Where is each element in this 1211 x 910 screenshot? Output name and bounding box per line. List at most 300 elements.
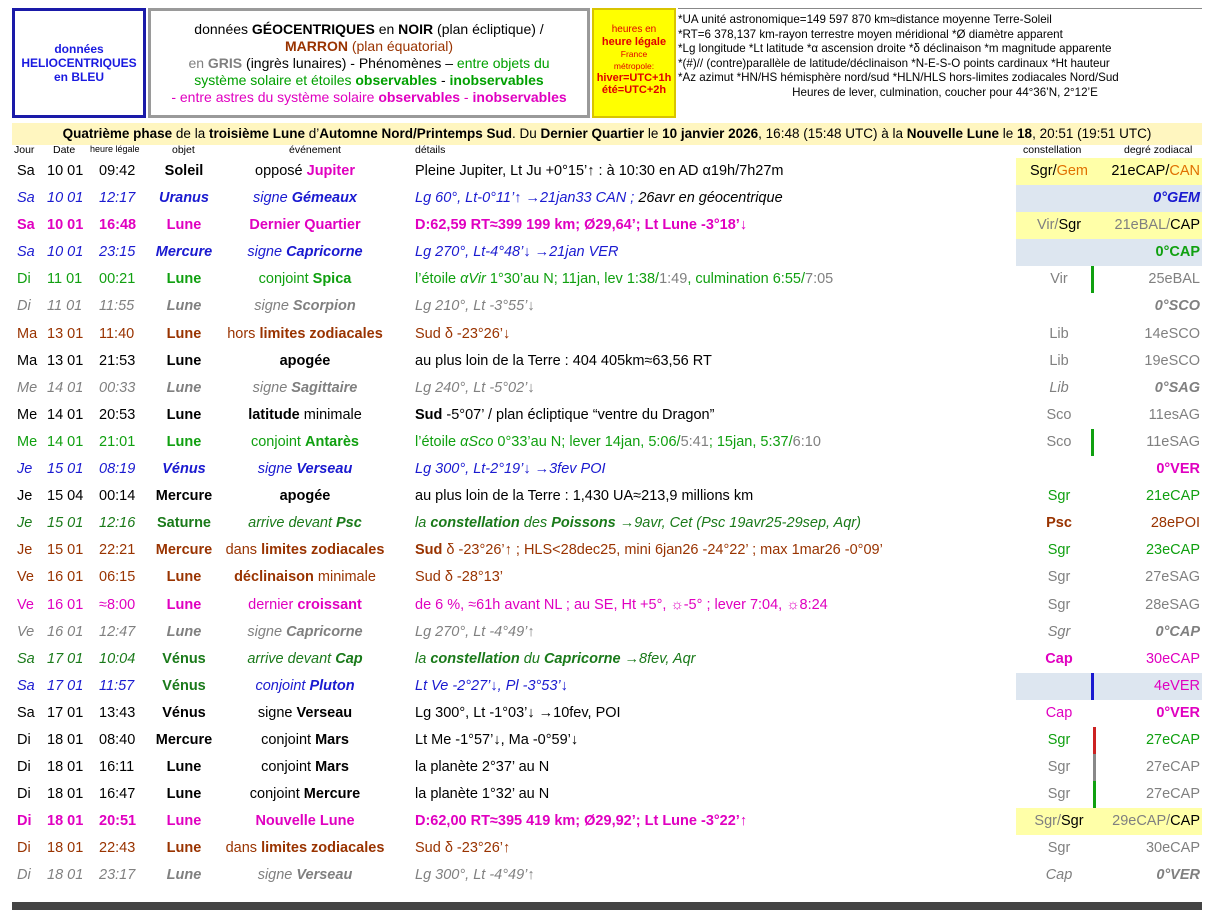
day-cell: Je bbox=[17, 488, 33, 505]
constellation-cell-segment: / bbox=[1054, 217, 1059, 234]
zodiac-degree-cell-segment: 23eCAP bbox=[1145, 542, 1200, 559]
zodiac-degree-cell bbox=[1102, 190, 1200, 206]
time-cell: 22:43 bbox=[99, 840, 136, 857]
geo-line-5 bbox=[151, 89, 587, 106]
event-cell-segment: conjoint bbox=[249, 786, 304, 803]
constellation-cell bbox=[1016, 353, 1102, 369]
event-cell bbox=[220, 163, 390, 179]
event-cell-segment: Gémeaux bbox=[291, 190, 357, 207]
zodiac-degree-cell-segment: 0°VER bbox=[1156, 461, 1200, 478]
details-cell bbox=[415, 624, 535, 640]
details-cell-segment: Poissons bbox=[551, 515, 616, 532]
day-cell: Ma bbox=[17, 325, 38, 342]
details-cell-segment: 7:05 bbox=[805, 271, 834, 288]
zodiac-degree-cell-segment: 11esAG bbox=[1148, 406, 1200, 423]
details-cell-segment: Sud δ -28°13’ bbox=[415, 569, 504, 586]
phase-text: de la bbox=[172, 126, 209, 141]
day-cell: Ma bbox=[17, 352, 38, 369]
event-cell bbox=[220, 732, 390, 748]
zodiac-degree-cell-segment: 27eCAP bbox=[1145, 786, 1200, 803]
constellation-cell bbox=[1016, 786, 1102, 802]
zodiac-degree-cell-segment: 0°SAG bbox=[1154, 379, 1200, 396]
day-cell: Di bbox=[17, 867, 31, 884]
constellation-cell-segment: Sgr bbox=[1061, 813, 1084, 830]
day-cell: Ve bbox=[17, 569, 34, 586]
table-row bbox=[0, 537, 1211, 564]
constellation-cell-segment: Sco bbox=[1046, 433, 1072, 450]
date-cell: 14 01 bbox=[47, 379, 84, 396]
day-cell: Di bbox=[17, 840, 31, 857]
day-cell: Sa bbox=[17, 217, 35, 234]
time-cell: 23:17 bbox=[99, 867, 136, 884]
definition-line: Heures de lever, culmination, coucher pour 44°36’N, 2°12’E bbox=[792, 85, 1098, 99]
zodiac-degree-cell-segment: 28ePOI bbox=[1150, 515, 1200, 532]
event-cell-segment: Nouvelle Lune bbox=[255, 813, 355, 830]
cell-bg bbox=[1016, 673, 1102, 700]
column-header-jour: Jour bbox=[14, 144, 35, 156]
event-cell bbox=[220, 813, 390, 829]
object-cell: Lune bbox=[166, 623, 202, 640]
object-cell: Lune bbox=[166, 867, 202, 884]
event-cell bbox=[220, 569, 390, 585]
constellation-cell bbox=[1016, 380, 1102, 396]
details-cell-segment: Lg 210°, Lt -3°55’↓ bbox=[415, 298, 535, 315]
zodiac-degree-cell bbox=[1102, 786, 1200, 802]
object-cell: Mercure bbox=[155, 244, 213, 261]
constellation-cell bbox=[1016, 597, 1102, 613]
table-row bbox=[0, 266, 1211, 293]
constellation-cell-segment: Sgr bbox=[1047, 840, 1071, 857]
helio-line: en BLEU bbox=[53, 70, 104, 84]
constellation-cell bbox=[1016, 651, 1102, 667]
event-cell bbox=[220, 678, 390, 694]
constellation-cell-segment: Sgr bbox=[1047, 596, 1071, 613]
constellation-cell bbox=[1016, 271, 1102, 287]
event-cell-segment: Psc bbox=[336, 515, 362, 532]
details-cell-segment: Sud bbox=[415, 406, 443, 423]
day-cell: Sa bbox=[17, 677, 35, 694]
details-cell-segment: αSco bbox=[460, 433, 494, 450]
zodiac-degree-cell bbox=[1102, 542, 1200, 558]
details-cell-segment: Sud bbox=[415, 542, 443, 559]
table-row bbox=[0, 348, 1211, 375]
helio-legend-box bbox=[12, 8, 146, 118]
details-cell bbox=[415, 732, 578, 748]
event-cell bbox=[220, 542, 390, 558]
zodiac-degree-cell bbox=[1102, 624, 1200, 640]
zodiac-degree-cell bbox=[1102, 597, 1200, 613]
event-cell-segment: Mars bbox=[315, 731, 349, 748]
column-header-constellation: constellation bbox=[1023, 144, 1082, 156]
day-cell: Sa bbox=[17, 190, 35, 207]
definition-line: *(#)// (contre)parallèle de latitude/déclinaison *N-E-S-O points cardinaux *Ht hauteur bbox=[678, 56, 1110, 70]
time-legend-line: heure légale bbox=[601, 36, 667, 48]
object-cell: Saturne bbox=[157, 515, 211, 532]
details-cell bbox=[415, 813, 747, 829]
constellation-cell-segment: Sgr bbox=[1058, 217, 1082, 234]
object-cell: Soleil bbox=[164, 163, 204, 179]
constellation-cell-segment: Lib bbox=[1049, 379, 1069, 396]
date-cell: 16 01 bbox=[47, 623, 84, 640]
object-cell: Mercure bbox=[155, 488, 213, 505]
day-cell: Di bbox=[17, 759, 31, 776]
event-cell-segment: hors bbox=[227, 325, 260, 342]
time-cell: 08:19 bbox=[99, 461, 136, 478]
details-cell-segment: Capricorne bbox=[543, 650, 621, 667]
day-cell: Je bbox=[17, 515, 33, 532]
time-cell: 11:40 bbox=[99, 325, 135, 342]
constellation-cell bbox=[1016, 569, 1102, 585]
time-cell: 16:11 bbox=[99, 759, 135, 776]
column-header-evenement: événement bbox=[289, 144, 341, 156]
object-cell: Lune bbox=[166, 271, 202, 288]
time-legend-line: été=UTC+2h bbox=[601, 84, 667, 96]
details-cell bbox=[415, 271, 833, 287]
day-cell: Me bbox=[17, 406, 38, 423]
zodiac-degree-cell-segment: 21eBAL bbox=[1114, 217, 1167, 234]
phase-text: , 16:48 (15:48 UTC) à la bbox=[758, 126, 907, 141]
helio-legend-text bbox=[21, 42, 136, 84]
event-cell-segment: Dernier Quartier bbox=[249, 217, 361, 234]
details-cell-segment: Lg 240°, Lt -5°02’↓ bbox=[415, 379, 535, 396]
definition-line: *Lg longitude *Lt latitude *α ascension droite *δ déclinaison *m magnitude apparente bbox=[678, 42, 1112, 55]
phase-text: troisième Lune bbox=[208, 126, 305, 141]
zodiac-degree-cell-segment: CAN bbox=[1169, 163, 1200, 179]
details-cell-segment: , culmination 6:55/ bbox=[687, 271, 805, 288]
object-cell: Lune bbox=[166, 786, 202, 803]
zodiac-degree-cell-segment: 21eCAP bbox=[1145, 488, 1200, 505]
table-row bbox=[0, 321, 1211, 348]
details-cell-segment: D:62,59 RT≈399 199 km; Ø29,64’; Lt Lune -3°18’↓ bbox=[415, 217, 748, 234]
event-cell-segment: Verseau bbox=[296, 461, 353, 478]
phase-text: d’ bbox=[304, 126, 320, 141]
zodiac-degree-cell-segment: 29eCAP bbox=[1112, 813, 1167, 830]
date-cell: 10 01 bbox=[47, 163, 84, 179]
object-cell: Lune bbox=[166, 596, 202, 613]
details-cell-segment: au plus loin de la Terre : 1,430 UA≈213,9 millions km bbox=[415, 488, 754, 505]
table-row bbox=[0, 862, 1211, 889]
event-cell-segment: Verseau bbox=[296, 704, 353, 721]
object-cell: Lune bbox=[166, 569, 202, 586]
details-cell-segment: au plus loin de la Terre : 404 405km≈63,56 RT bbox=[415, 352, 712, 369]
day-cell: Di bbox=[17, 731, 31, 748]
geo-text: inobservables bbox=[472, 89, 567, 105]
geo-text: (plan équatorial) bbox=[347, 38, 454, 54]
table-row bbox=[0, 158, 1211, 185]
event-cell-segment: croissant bbox=[297, 596, 362, 613]
event-cell bbox=[220, 597, 390, 613]
phase-text: 18 bbox=[1017, 126, 1033, 141]
column-header-date: Date bbox=[53, 144, 76, 156]
date-cell: 15 01 bbox=[47, 542, 84, 559]
constellation-cell-segment: Sco bbox=[1046, 406, 1072, 423]
zodiac-degree-cell-segment: 30eCAP bbox=[1145, 840, 1200, 857]
constellation-cell bbox=[1016, 407, 1102, 423]
details-cell-segment: Pleine Jupiter bbox=[415, 163, 503, 179]
details-cell bbox=[415, 326, 510, 342]
event-cell-segment: limites zodiacales bbox=[259, 325, 383, 342]
table-row bbox=[0, 402, 1211, 429]
object-cell: Lune bbox=[166, 759, 202, 776]
day-cell: Sa bbox=[17, 650, 35, 667]
time-cell: 12:16 bbox=[99, 515, 136, 532]
date-cell: 18 01 bbox=[47, 786, 84, 803]
date-cell: 17 01 bbox=[47, 650, 84, 667]
details-cell-segment: 5:41 bbox=[680, 433, 709, 450]
details-cell bbox=[415, 569, 503, 585]
object-cell: Lune bbox=[166, 379, 202, 396]
date-cell: 18 01 bbox=[47, 840, 84, 857]
details-cell bbox=[415, 597, 828, 613]
event-cell-segment: limites zodiacales bbox=[261, 840, 385, 857]
table-row bbox=[0, 483, 1211, 510]
object-cell: Lune bbox=[166, 406, 202, 423]
constellation-cell-segment: Cap bbox=[1045, 867, 1073, 884]
details-cell bbox=[415, 651, 695, 667]
details-cell bbox=[415, 461, 606, 477]
object-cell: Uranus bbox=[159, 190, 209, 207]
column-header-details: détails bbox=[415, 144, 446, 156]
date-cell: 18 01 bbox=[47, 867, 84, 884]
day-cell: Sa bbox=[17, 244, 35, 261]
date-cell: 18 01 bbox=[47, 731, 84, 748]
zodiac-degree-cell-segment: 4eVER bbox=[1154, 677, 1200, 694]
event-cell-segment: Cap bbox=[335, 650, 363, 667]
details-cell-segment: constellation bbox=[430, 650, 520, 667]
object-cell: Lune bbox=[166, 298, 202, 315]
phase-text: Nouvelle Lune bbox=[906, 126, 1000, 141]
event-cell-segment: signe bbox=[257, 867, 297, 884]
zodiac-degree-cell bbox=[1102, 705, 1200, 721]
constellation-cell-segment: Cap bbox=[1045, 650, 1073, 667]
day-cell: Sa bbox=[17, 704, 35, 721]
constellation-cell bbox=[1016, 867, 1102, 883]
event-cell-segment: dans bbox=[225, 840, 262, 857]
event-cell bbox=[220, 353, 390, 369]
time-cell: ≈8:00 bbox=[99, 596, 136, 613]
details-cell-segment: Sud δ -23°26’↓ bbox=[415, 325, 511, 342]
constellation-cell-segment: Sgr bbox=[1047, 542, 1071, 559]
table-row bbox=[0, 185, 1211, 212]
details-cell-segment: δ -23°26’↑ ; HLS<28dec25, mini 6jan26 -24°22’ ; max 1mar26 -0°09’ bbox=[442, 542, 883, 559]
constellation-cell-segment: Sgr bbox=[1029, 163, 1053, 179]
phase-text: Quatrième phase bbox=[62, 126, 173, 141]
details-cell-segment: →8fev, Aqr bbox=[620, 650, 696, 667]
table-row bbox=[0, 754, 1211, 781]
event-cell-segment: latitude bbox=[248, 406, 300, 423]
table-row bbox=[0, 239, 1211, 266]
constellation-cell-segment: Vir bbox=[1036, 217, 1055, 234]
day-cell: Di bbox=[17, 298, 31, 315]
zodiac-degree-cell bbox=[1102, 217, 1200, 233]
object-cell: Mercure bbox=[155, 731, 213, 748]
event-cell bbox=[220, 624, 390, 640]
geo-text: entre objets du bbox=[456, 55, 550, 71]
zodiac-degree-cell bbox=[1102, 867, 1200, 883]
date-cell: 15 01 bbox=[47, 515, 84, 532]
event-cell bbox=[220, 434, 390, 450]
constellation-cell bbox=[1016, 840, 1102, 856]
phase-text: le bbox=[999, 126, 1018, 141]
column-header-degre: degré zodiacal bbox=[1124, 144, 1193, 156]
zodiac-degree-cell bbox=[1102, 678, 1200, 694]
zodiac-degree-cell bbox=[1102, 298, 1200, 314]
event-cell bbox=[220, 380, 390, 396]
event-cell-segment: signe bbox=[247, 623, 287, 640]
date-cell: 10 01 bbox=[47, 190, 84, 207]
event-cell bbox=[220, 515, 390, 531]
constellation-cell-segment: Cap bbox=[1045, 704, 1073, 721]
table-row bbox=[0, 781, 1211, 808]
details-cell-segment: Lg 300°, Lt -1°03’↓ →10fev, POI bbox=[415, 704, 621, 721]
geo-text: MARRON bbox=[284, 38, 348, 54]
geo-text: inobservables bbox=[449, 72, 544, 88]
geo-text: données bbox=[194, 21, 252, 37]
geo-legend-box bbox=[148, 8, 590, 118]
zodiac-degree-cell bbox=[1102, 732, 1200, 748]
time-cell: 11:57 bbox=[99, 677, 135, 694]
event-cell bbox=[220, 271, 390, 287]
event-cell-segment: signe bbox=[247, 244, 287, 261]
geo-text: - bbox=[460, 89, 473, 105]
details-cell-segment: D:62,00 RT≈395 419 km; Ø29,92’; Lt Lune -3°22’↑ bbox=[415, 813, 748, 830]
event-cell bbox=[220, 217, 390, 233]
details-cell bbox=[415, 515, 861, 531]
event-cell-segment: Scorpion bbox=[292, 298, 356, 315]
marker-bar bbox=[1091, 673, 1094, 700]
details-cell bbox=[415, 298, 535, 314]
zodiac-degree-cell-segment: / bbox=[1166, 813, 1171, 830]
helio-line: HELIOCENTRIQUES bbox=[21, 56, 137, 70]
table-header bbox=[0, 143, 1211, 159]
zodiac-degree-cell-segment: 27eSAG bbox=[1145, 569, 1200, 586]
geo-text: - entre astres du système solaire bbox=[171, 89, 379, 105]
phase-text: . Du bbox=[512, 126, 541, 141]
zodiac-degree-cell-segment: 28eSAG bbox=[1145, 596, 1200, 613]
event-cell bbox=[220, 786, 390, 802]
date-cell: 18 01 bbox=[47, 813, 84, 830]
day-cell: Me bbox=[17, 433, 38, 450]
event-cell-segment: Spica bbox=[312, 271, 352, 288]
event-cell-segment: Mercure bbox=[303, 786, 361, 803]
zodiac-degree-cell bbox=[1102, 380, 1200, 396]
object-cell: Vénus bbox=[162, 461, 206, 478]
time-cell: 20:53 bbox=[99, 406, 136, 423]
event-cell-segment: déclinaison bbox=[234, 569, 314, 586]
constellation-cell-segment: Vir bbox=[1050, 271, 1068, 288]
event-cell-segment: arrive devant bbox=[248, 515, 337, 532]
event-cell-segment: Jupiter bbox=[306, 163, 355, 179]
table-row bbox=[0, 456, 1211, 483]
event-cell bbox=[220, 705, 390, 721]
constellation-cell-segment: Sgr bbox=[1047, 731, 1071, 748]
phase-text: , 20:51 (19:51 UTC) bbox=[1032, 126, 1152, 141]
column-header-objet: objet bbox=[172, 144, 195, 156]
day-cell: Ve bbox=[17, 596, 34, 613]
event-cell-segment: signe bbox=[253, 190, 292, 207]
constellation-cell-segment: Psc bbox=[1046, 515, 1072, 532]
zodiac-degree-cell-segment: 0°SCO bbox=[1154, 298, 1200, 315]
date-cell: 16 01 bbox=[47, 596, 84, 613]
geo-text: en bbox=[374, 21, 399, 37]
constellation-cell-segment: / bbox=[1052, 163, 1057, 179]
event-cell bbox=[220, 840, 390, 856]
day-cell: Je bbox=[17, 461, 33, 478]
zodiac-degree-cell-segment: 27eCAP bbox=[1145, 731, 1200, 748]
time-legend-line: France bbox=[620, 49, 648, 59]
details-cell-segment: ; 15jan, 5:37/ bbox=[708, 433, 793, 450]
event-cell-segment: conjoint bbox=[250, 433, 305, 450]
details-cell bbox=[415, 705, 621, 721]
details-cell bbox=[415, 786, 549, 802]
geo-text: GÉOCENTRIQUES bbox=[251, 21, 375, 37]
event-cell-segment: apogée bbox=[279, 488, 331, 505]
details-cell-segment: la bbox=[415, 650, 431, 667]
event-cell-segment: Capricorne bbox=[286, 244, 363, 261]
constellation-cell-segment: Sgr bbox=[1047, 488, 1071, 505]
table-row bbox=[0, 835, 1211, 862]
constellation-cell-segment: / bbox=[1056, 813, 1062, 830]
zodiac-degree-cell-segment: 14eSCO bbox=[1144, 325, 1200, 342]
cell-bg bbox=[1016, 239, 1102, 266]
zodiac-degree-cell-segment: 0°CAP bbox=[1155, 244, 1200, 261]
details-cell-segment: constellation bbox=[430, 515, 520, 532]
table-row bbox=[0, 293, 1211, 320]
geo-line-1 bbox=[151, 21, 587, 38]
details-cell-segment: 26avr en géocentrique bbox=[638, 190, 783, 207]
details-cell-segment: l’étoile bbox=[415, 433, 461, 450]
zodiac-degree-cell-segment: 19eSCO bbox=[1144, 352, 1200, 369]
event-cell-segment: minimale bbox=[299, 406, 362, 423]
details-cell-segment: Lg 300°, Lt-2°19’↓ →3fev POI bbox=[415, 461, 606, 478]
event-cell bbox=[220, 867, 390, 883]
table-row bbox=[0, 564, 1211, 591]
details-cell-segment: αVir bbox=[460, 271, 486, 288]
time-legend-line: hiver=UTC+1h bbox=[596, 72, 672, 84]
constellation-cell-segment: Lib bbox=[1049, 352, 1069, 369]
time-cell: 10:04 bbox=[99, 650, 136, 667]
zodiac-degree-cell-segment: 0°VER bbox=[1156, 704, 1200, 721]
event-cell-segment: Sagittaire bbox=[291, 379, 358, 396]
details-cell-segment: l’étoile bbox=[415, 271, 461, 288]
geo-text: (ingrès lunaires) - Phénomènes – bbox=[242, 55, 457, 71]
constellation-cell bbox=[1016, 813, 1102, 829]
event-cell-segment: conjoint bbox=[261, 759, 316, 776]
zodiac-degree-cell bbox=[1102, 326, 1200, 342]
details-cell-segment: 1:49 bbox=[659, 271, 688, 288]
day-cell: Di bbox=[17, 271, 31, 288]
details-cell-segment: -5°07’ / plan écliptique “ventre du Dragon” bbox=[442, 406, 715, 423]
geo-text: en bbox=[188, 55, 208, 71]
object-cell: Lune bbox=[166, 217, 202, 234]
event-cell bbox=[220, 488, 390, 504]
constellation-cell bbox=[1016, 163, 1102, 179]
details-cell-segment: Lt Ve -2°27’↓, Pl -3°53’↓ bbox=[415, 677, 568, 694]
event-cell bbox=[220, 461, 390, 477]
object-cell: Mercure bbox=[155, 542, 213, 559]
time-cell: 16:47 bbox=[99, 786, 136, 803]
event-cell bbox=[220, 407, 390, 423]
constellation-cell bbox=[1016, 705, 1102, 721]
details-cell bbox=[415, 380, 535, 396]
event-cell-segment: Pluton bbox=[309, 677, 355, 694]
event-cell bbox=[220, 298, 390, 314]
event-cell-segment: signe bbox=[257, 461, 297, 478]
time-cell: 08:40 bbox=[99, 731, 136, 748]
date-cell: 18 01 bbox=[47, 759, 84, 776]
time-cell: 22:21 bbox=[99, 542, 136, 559]
zodiac-degree-cell bbox=[1102, 813, 1200, 829]
